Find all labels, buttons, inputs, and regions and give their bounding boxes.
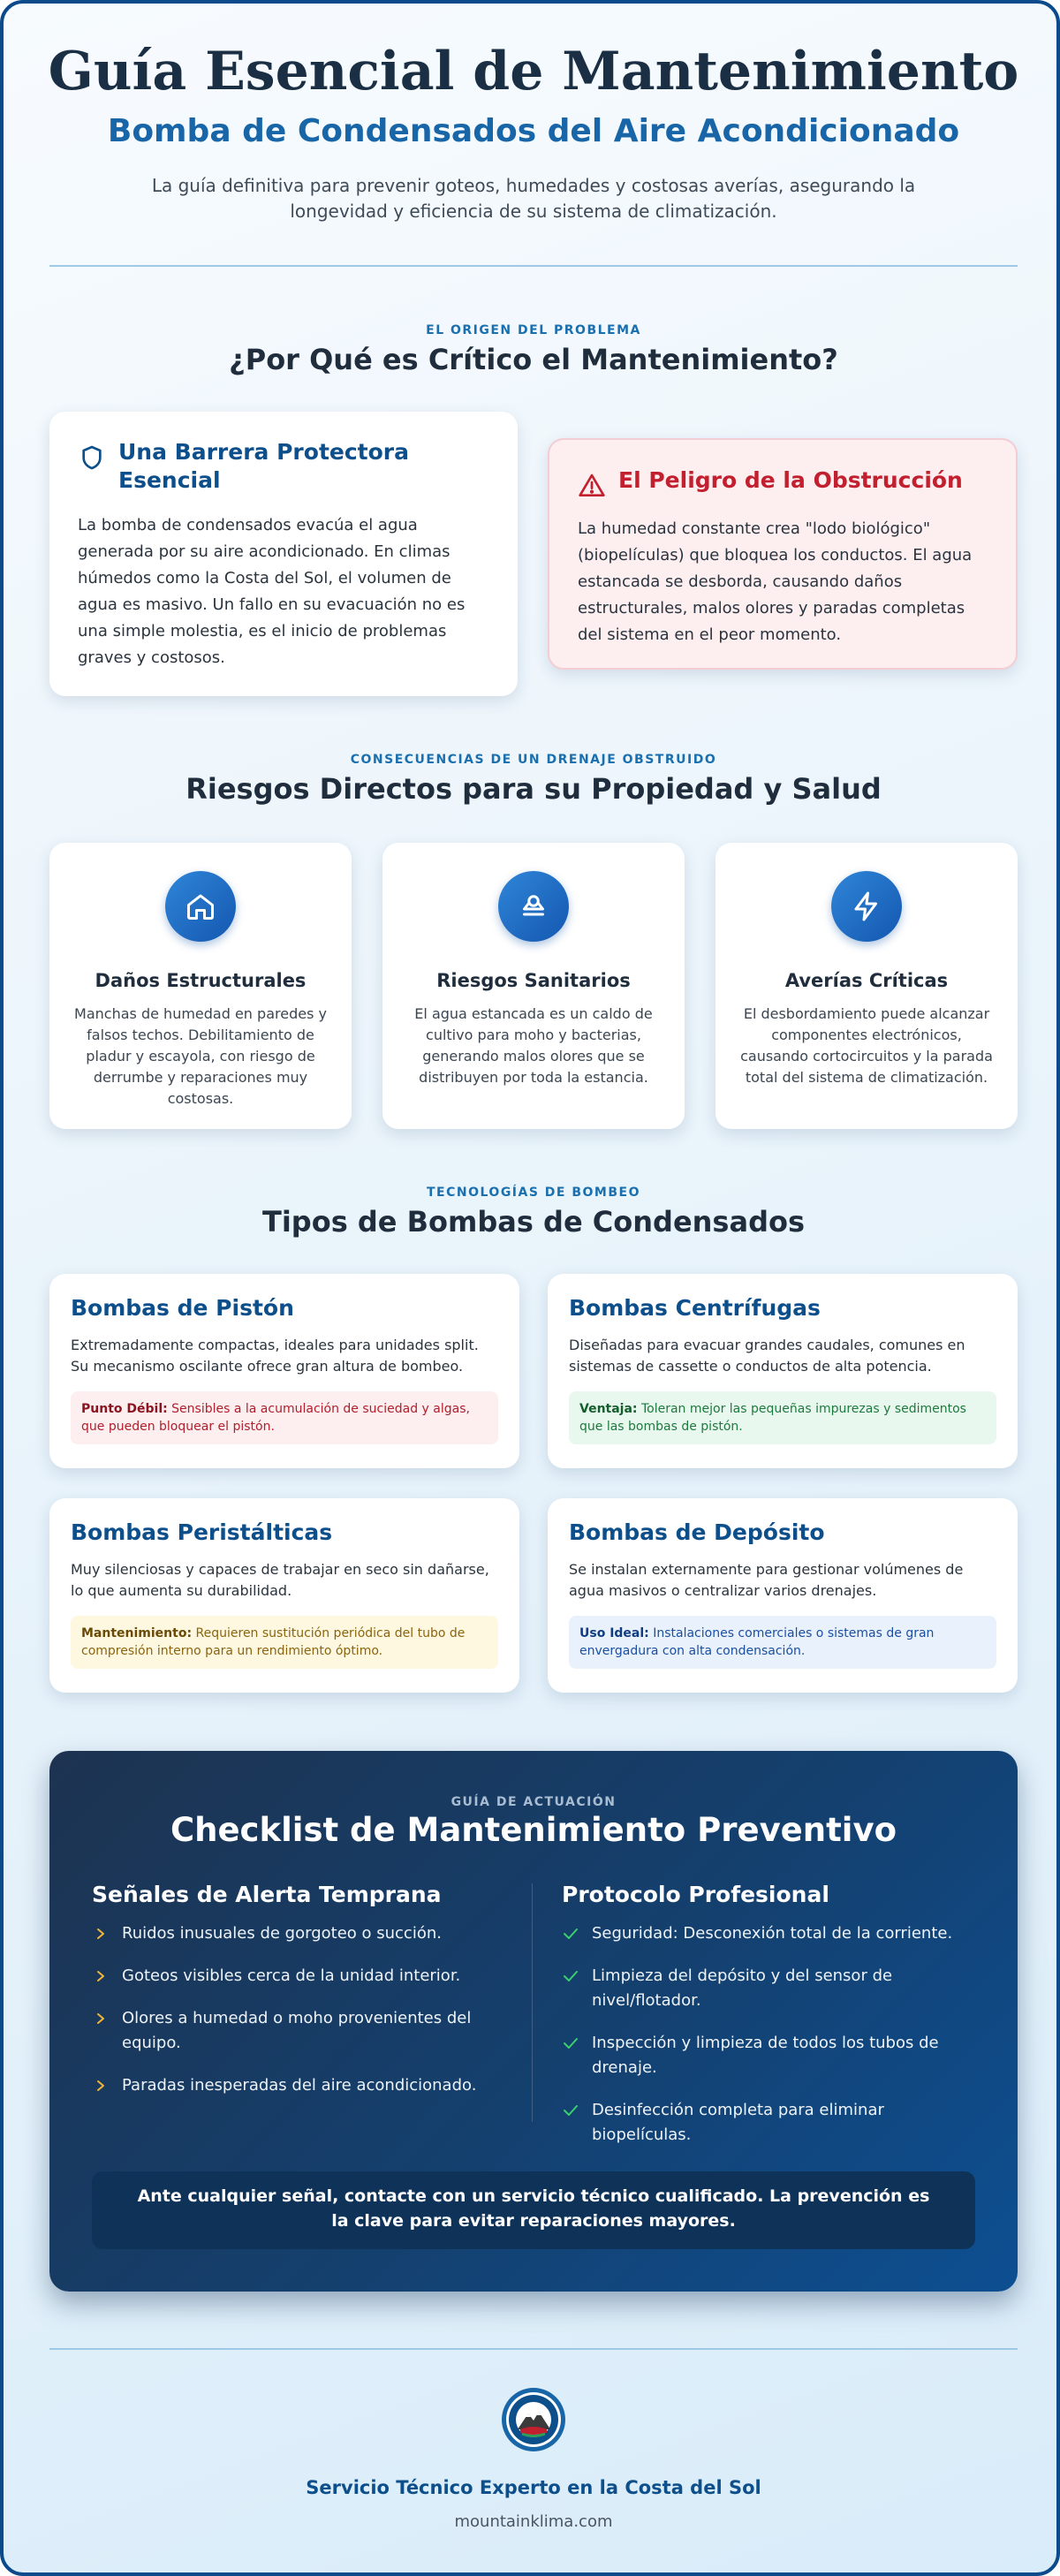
check-icon (562, 1964, 579, 1989)
note-text: Toleran mejor las pequeñas impurezas y sedimentos que las bombas de pistón. (579, 1402, 966, 1434)
page-title: Guía Esencial de Mantenimiento (48, 41, 1019, 102)
section-eyebrow: TECNOLOGÍAS DE BOMBEO (426, 1186, 641, 1200)
protective-barrier-card (49, 412, 518, 696)
list-item-text: Seguridad: Desconexión total de la corriente. (592, 1924, 953, 1943)
pump-title: Bombas Peristálticas (71, 1519, 333, 1545)
section-title: Tipos de Bombas de Condensados (262, 1205, 805, 1239)
divider (49, 2348, 1018, 2350)
note-text: Requieren sustitución periódica del tubo de compresión interno para un rendimiento óptimo. (81, 1626, 466, 1658)
note-label: Ventaja: (579, 1402, 638, 1416)
column-title: Señales de Alerta Temprana (92, 1882, 442, 1907)
obstruction-danger-card (548, 438, 1018, 670)
pump-body: Diseñadas para evacuar grandes caudales, comunes en sistemas de cassette o conductos de alta potencia. (569, 1337, 965, 1375)
warning-triangle-icon (578, 472, 606, 500)
note-label: Punto Débil: (81, 1402, 168, 1416)
checklist-title: Checklist de Mantenimiento Preventivo (170, 1811, 897, 1849)
pump-body: Extremadamente compactas, ideales para unidades split. Su mecanismo oscilante ofrece gran altura de bombeo. (71, 1337, 479, 1375)
list-item (92, 1921, 507, 1946)
pump-card-centrifugal (548, 1274, 1018, 1468)
pump-note (569, 1616, 996, 1669)
chevron-right-icon (92, 1921, 110, 1946)
section-title: ¿Por Qué es Crítico el Mantenimiento? (229, 343, 838, 376)
pump-title: Bombas de Depósito (569, 1519, 825, 1545)
checklist-callout: Ante cualquier señal, contacte con un servicio técnico cualificado. La prevención es la clave para evitar reparaciones mayores. (92, 2171, 975, 2249)
maintenance-checklist (49, 1751, 1018, 2292)
chevron-right-icon (92, 2073, 110, 2098)
card-body: La humedad constante crea "lodo biológico" (biopelículas) que bloquea los conductos. El agua estancada se desborda, causando daños estructurales, malos olores y paradas completas del sistema en el peor momento. (578, 519, 973, 644)
note-text: Instalaciones comerciales o sistemas de gran envergadura con alta condensación. (579, 1626, 935, 1658)
biohazard-icon (498, 871, 569, 942)
risk-card-sanitary (382, 843, 685, 1129)
risk-body: El desbordamiento puede alcanzar componentes electrónicos, causando cortocircuitos y la parada total del sistema de climatización. (740, 1005, 993, 1086)
list-item-text: Goteos visibles cerca de la unidad interior. (122, 1966, 461, 1985)
note-text: Sensibles a la acumulación de suciedad y algas, que pueden bloquear el pistón. (81, 1402, 470, 1434)
pump-note (71, 1616, 498, 1669)
card-body: La bomba de condensados evacúa el agua generada por su aire acondicionado. En climas húmedos como la Costa del Sol, el volumen de agua es masivo. Un fallo en su evacuación no es una simple molestia, es el inicio de problemas graves y costosos. (78, 516, 466, 667)
list-item-text: Olores a humedad o moho provenientes del equipo. (122, 2009, 472, 2052)
note-label: Mantenimiento: (81, 1626, 193, 1640)
home-icon (165, 871, 236, 942)
note-label: Uso Ideal: (579, 1626, 649, 1640)
pump-body: Muy silenciosas y capaces de trabajar en seco sin dañarse, lo que aumenta su durabilidad. (71, 1561, 489, 1599)
list-item (562, 2031, 977, 2080)
section-eyebrow: EL ORIGEN DEL PROBLEMA (426, 323, 641, 337)
pump-card-peristaltic (49, 1498, 519, 1693)
divider (49, 265, 1018, 267)
risk-body: El agua estancada es un caldo de cultivo para moho y bacterias, generando malos olores que se distribuyen por toda la estancia. (414, 1005, 653, 1086)
card-title: El Peligro de la Obstrucción (618, 467, 963, 493)
lightning-icon (831, 871, 902, 942)
pump-card-piston (49, 1274, 519, 1468)
card-title: Una Barrera Protectora Esencial (118, 439, 409, 493)
list-item-text: Inspección y limpieza de todos los tubos de drenaje. (592, 2034, 939, 2077)
page-subtitle: Bomba de Condensados del Aire Acondicionado (107, 113, 960, 149)
pump-title: Bombas Centrífugas (569, 1295, 821, 1321)
pump-note (569, 1391, 996, 1444)
risk-title: Daños Estructurales (95, 970, 307, 991)
risk-title: Riesgos Sanitarios (436, 970, 631, 991)
chevron-right-icon (92, 2006, 110, 2031)
check-icon (562, 1921, 579, 1946)
list-item-text: Limpieza del depósito y del sensor de nivel/flotador. (592, 1966, 893, 2010)
list-item (92, 2073, 507, 2098)
risk-card-critical (716, 843, 1018, 1129)
check-icon (562, 2031, 579, 2056)
footer-title: Servicio Técnico Experto en la Costa del Sol (306, 2477, 761, 2498)
warning-signs-column (92, 1882, 507, 2116)
shield-icon (78, 443, 106, 472)
risk-card-structural (49, 843, 352, 1129)
footer-website[interactable]: mountainklima.com (454, 2512, 613, 2531)
pump-note (71, 1391, 498, 1444)
column-divider (532, 1883, 533, 2122)
chevron-right-icon (92, 1964, 110, 1989)
section-title: Riesgos Directos para su Propiedad y Salud (186, 772, 882, 806)
list-item (92, 1964, 507, 1989)
section-eyebrow: CONSECUENCIAS DE UN DRENAJE OBSTRUIDO (350, 753, 717, 767)
list-item-text: Desinfección completa para eliminar biopelículas. (592, 2101, 884, 2144)
list-item (562, 1964, 977, 2013)
risk-title: Averías Críticas (784, 970, 949, 991)
list-item-text: Ruidos inusuales de gorgoteo o succión. (122, 1924, 442, 1943)
list-item (562, 2098, 977, 2148)
professional-protocol-column (562, 1882, 977, 2165)
checklist-eyebrow: GUÍA DE ACTUACIÓN (450, 1795, 617, 1809)
pump-title: Bombas de Pistón (71, 1295, 294, 1321)
pump-body: Se instalan externamente para gestionar volúmenes de agua masivos o centralizar varios drenajes. (569, 1561, 964, 1599)
check-icon (562, 2098, 579, 2123)
company-logo[interactable] (501, 2387, 566, 2452)
list-item (562, 1921, 977, 1946)
list-item (92, 2006, 507, 2056)
intro-text: La guía definitiva para prevenir goteos, humedades y costosas averías, asegurando la longevidad y eficiencia de su sistema de climatización. (151, 175, 916, 222)
column-title: Protocolo Profesional (562, 1882, 829, 1907)
list-item-text: Paradas inesperadas del aire acondicionado. (122, 2076, 477, 2095)
risk-body: Manchas de humedad en paredes y falsos techos. Debilitamiento de pladur y escayola, con riesgo de derrumbe y reparaciones muy costosas. (74, 1005, 327, 1107)
pump-card-tank (548, 1498, 1018, 1693)
